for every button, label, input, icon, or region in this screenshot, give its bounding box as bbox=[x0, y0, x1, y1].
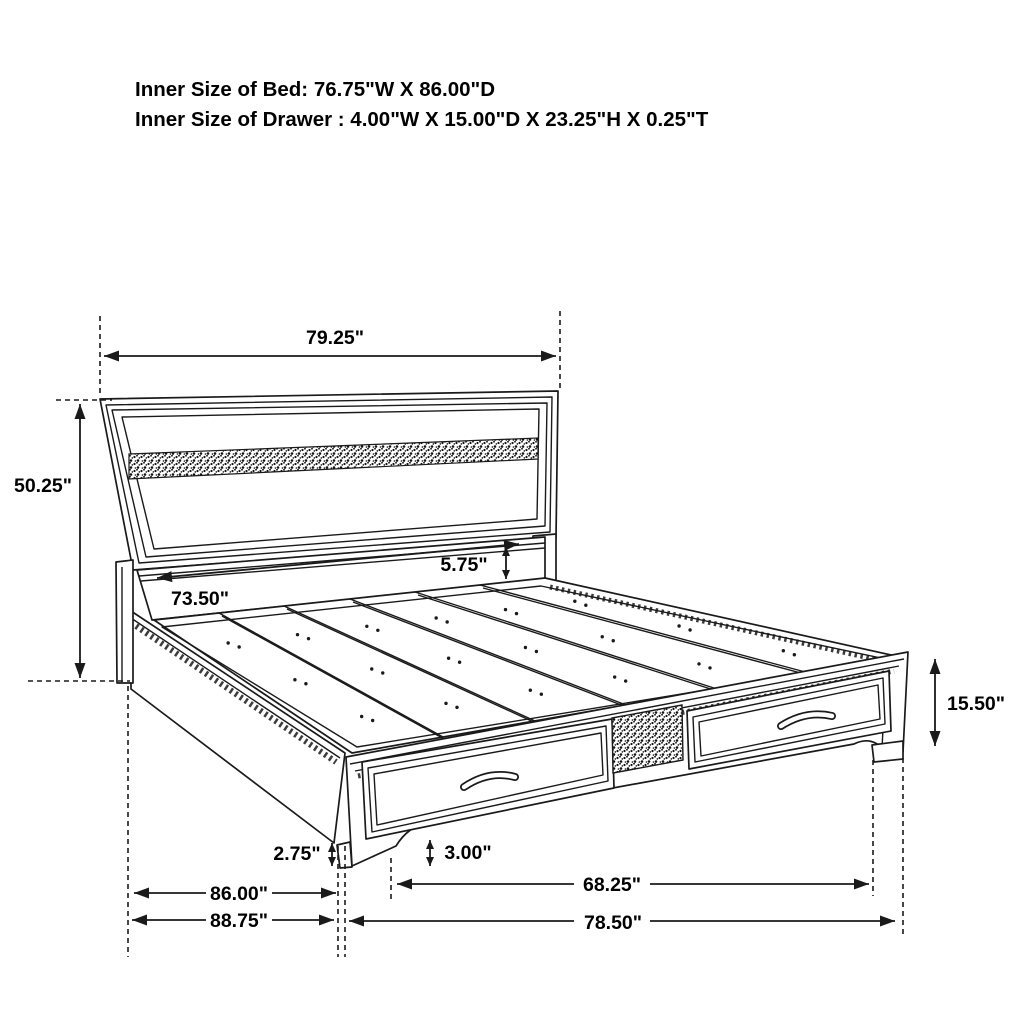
headboard-width-label: 79.25" bbox=[305, 327, 365, 349]
base-rail-height-label: 5.75" bbox=[440, 554, 488, 576]
headboard-left-leg bbox=[116, 560, 133, 683]
footboard-height-label: 15.50" bbox=[946, 693, 1006, 715]
inner-size-of-bed-text: Inner Size of Bed: 76.75"W X 86.00"D bbox=[135, 78, 496, 101]
inner-size-of-drawer-text: Inner Size of Drawer : 4.00"W X 15.00"D X 23.25"H X 0.25"T bbox=[135, 108, 709, 131]
inner-depth-label: 86.00" bbox=[209, 883, 269, 905]
footboard-right-foot bbox=[872, 741, 903, 762]
foot-bracket-height-label: 2.75" bbox=[273, 843, 321, 865]
footboard-width-label: 78.50" bbox=[583, 912, 643, 934]
headboard-inner-width-label: 73.50" bbox=[170, 588, 230, 610]
headboard-height-label: 50.25" bbox=[13, 475, 73, 497]
footboard-arch-height-label: 3.00" bbox=[444, 842, 492, 864]
overall-depth-label: 88.75" bbox=[209, 910, 269, 932]
drawer-span-width-label: 68.25" bbox=[582, 874, 642, 896]
